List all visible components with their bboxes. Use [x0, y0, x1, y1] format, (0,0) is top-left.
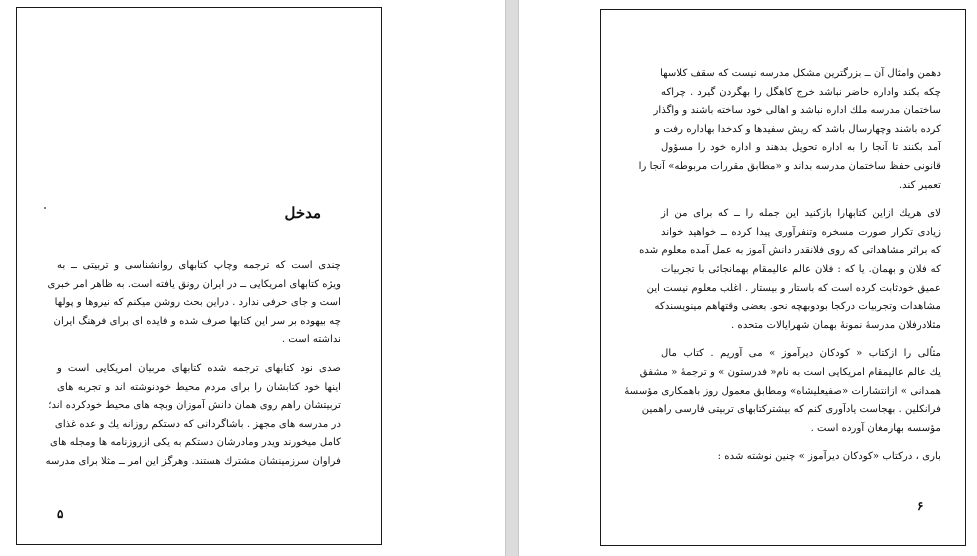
page-right	[600, 9, 966, 546]
text-line: فرانکلین . بهجاست یادآوری کنم که بیشترکتابهای تربیتی فارسی راهمین	[641, 404, 941, 416]
left-page-text	[45, 257, 341, 472]
text-line: نداشته است .	[281, 334, 341, 346]
scan-speck	[44, 207, 46, 209]
text-line: ساختمان مدرسه ملك اداره نباشد و اهالی خود ساخته باشند و واگذار	[653, 105, 941, 117]
page-left	[16, 7, 382, 545]
scan-speck	[931, 346, 933, 348]
text-line: کرده باشند وچهارسال باشد که ریش سفیدها و کدخدا بهاداره رفت و	[655, 123, 941, 135]
paragraph-gap	[661, 438, 941, 448]
text-line: که فلان و بهمان. یا که : فلان عالم عالیمقام بهمانجائی با تجربیات	[661, 263, 941, 275]
text-line: اینها خود کتابشان را برای مردم محیط خودنوشته اند و تجربه های	[57, 381, 341, 393]
text-line: همدانی » ازانتشارات «صفیعلیشاه» ومطابق معمول روز باهمکاری مؤسسهٔ	[624, 385, 941, 397]
text-line: کامل میخورند ویدر ومادرشان دستکم به یکی ازروزنامه ها ومجله های	[50, 437, 341, 449]
page-gutter	[505, 0, 519, 556]
text-line: یك عالم عالیمقام امریکایی است به نام« فدرستون » و ترجمهٔ « مشفق	[639, 366, 941, 378]
text-line: ویژه کتابهای امریکایی ــ در ایران رونق یافته است. به ظاهر امر خبری	[47, 278, 341, 290]
paragraph-gap	[661, 335, 941, 345]
text-line: چه بیهوده بر سر این کتابها صرف شده و فایده ای برای فرهنگ ایران	[53, 315, 341, 327]
text-line: زیادی تکرار صورت مسخره وتنفرآوری پیدا کرده ــ خواهید خواند	[661, 226, 941, 238]
text-line: باری ، درکتاب «کودکان دیرآموز » چنین نوشته شده :	[717, 451, 941, 463]
text-line: تعمیر کند.	[898, 179, 941, 191]
text-line: قانونی حفظ ساختمان مدرسه بداند و «مطابق مقررات مربوطه» آنجا را	[638, 160, 941, 172]
text-line: تربیتشان راهم روی همان دانش آموزان وبچه های محیط خودکرده اند؛	[48, 400, 341, 412]
paragraph-gap	[661, 195, 941, 205]
text-line: دهمن وامثال آن ــ بزرگترین مشکل مدرسه نیست که سقف کلاسها	[660, 68, 941, 79]
right-page-text	[624, 65, 941, 467]
text-line: مثلادرفلان مدرسهٔ نمونهٔ بهمان شهرایالات متحده .	[731, 319, 941, 331]
text-line: مشاهدات وتجربیات درکجا بودوبهچه نحو. بعضی وقتهاهم مینویسندکه	[654, 301, 941, 313]
paragraph-gap	[57, 350, 341, 360]
text-line: صدی نود کتابهای ترجمه شده کتابهای مربیان امریکایی است و	[57, 362, 341, 374]
text-line: چندی است که ترجمه وچاپ کتابهای روانشناسی و تربیتی ــ به	[57, 260, 341, 271]
text-line: در مدرسه های مجهز . باشاگردانی که دستکم روزانه یك و عده غذای	[54, 418, 341, 430]
page-heading: مدخل	[284, 204, 321, 222]
page-number-left: ۵	[57, 507, 64, 521]
text-line: مثالی را ازکتاب « کودکان دیرآموز » می آوریم . کتاب مال	[661, 348, 941, 360]
text-line: فراوان سرزمینشان مشترك هستند. وهرگز این امر ــ مثلا برای مدرسه	[45, 455, 341, 467]
text-line: عمیق خودثابت کرده است که باستار و بیستار . اغلب معلوم نیست این	[646, 282, 941, 294]
page-number-right: ۶	[917, 499, 924, 513]
text-line: آمد بکنند تا آنجا را به اداره تحویل بدهند و اداره خود را مسؤول	[661, 142, 941, 154]
text-line: که براثر مشاهداتی که روی فلانقدر دانش آموز به عمل آمده معلوم شده	[639, 245, 941, 257]
text-line: لای هریك ازاین کتابهارا بازکنید این جمله را ــ که برای من از	[661, 208, 941, 220]
text-line: چکه بکند واداره حاضر نباشد خرج کاهگل را بهگردن گیرد . چراکه	[661, 86, 941, 98]
text-line: مؤسسه بهارمغان آورده است .	[810, 422, 941, 434]
text-line: است و جای حرفی ندارد . دراین بحث روشن میکنم که نیروها و پولها	[54, 297, 341, 309]
